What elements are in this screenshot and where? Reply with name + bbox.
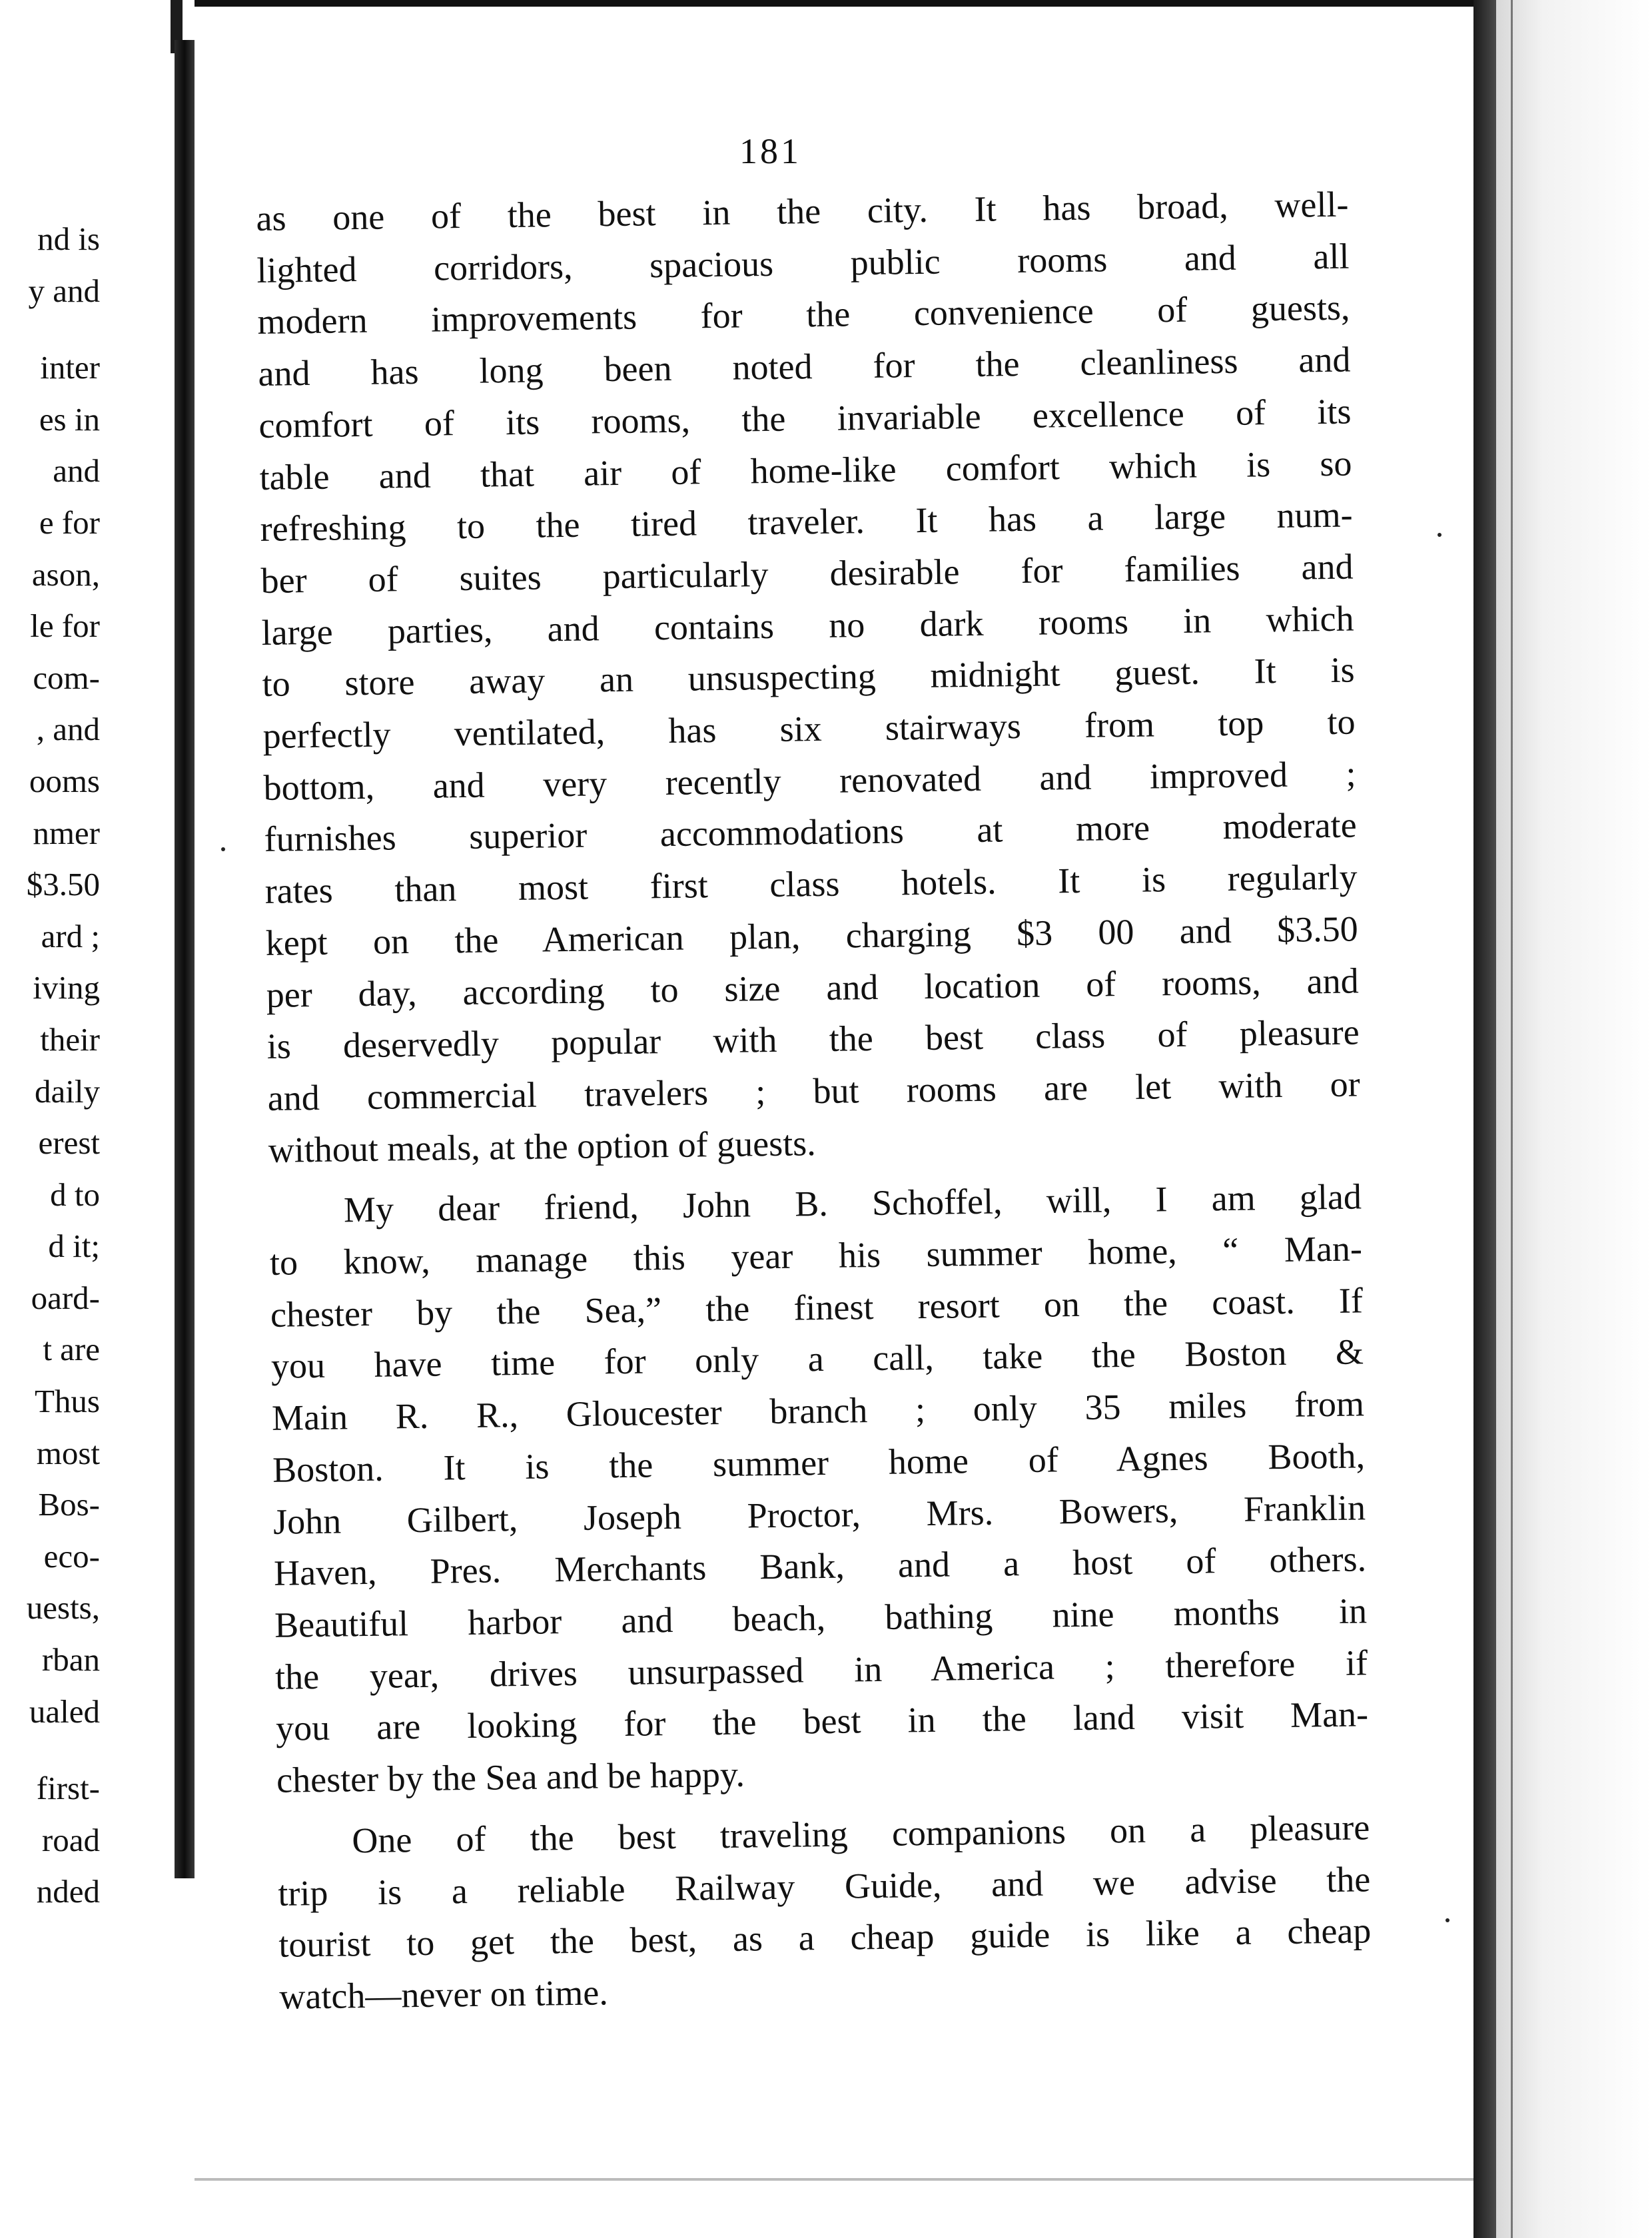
text-line: Beautiful harbor and beach, bathing nine months in xyxy=(274,1591,1368,1645)
text-line: watch—never on time. xyxy=(279,1972,609,2017)
text-line: Boston. It is the summer home of Agnes Booth, xyxy=(272,1435,1366,1490)
text-line: bottom, and very recently renovated and improved ; xyxy=(263,753,1356,808)
page-top-edge xyxy=(195,0,1480,7)
left-fragment-line: d it; xyxy=(48,1228,100,1265)
speck-mark xyxy=(1446,1918,1449,1922)
left-fragment-line: inter xyxy=(40,349,100,386)
left-fragment-line: rban xyxy=(41,1641,100,1678)
text-line: table and that air of home-like comfort which is so xyxy=(259,443,1352,498)
text-line: One of the best traveling companions on a pleasure xyxy=(351,1807,1370,1861)
left-fragment-line: $3.50 xyxy=(26,866,100,903)
text-line: and has long been noted for the cleanliness and xyxy=(258,339,1351,394)
left-fragment-line: most xyxy=(36,1434,100,1471)
text-line: per day, according to size and location of rooms, and xyxy=(266,960,1360,1015)
left-fragment-line: nmer xyxy=(33,814,100,851)
left-fragment-line: and xyxy=(53,452,100,490)
page-body-text xyxy=(256,179,1372,2024)
background-strip xyxy=(1496,0,1652,2238)
left-fragment-line: d to xyxy=(50,1176,100,1213)
text-line: trip is a reliable Railway Guide, and we advise the xyxy=(278,1858,1371,1914)
left-fragment-line xyxy=(0,1737,100,1762)
left-fragment-line: nd is xyxy=(37,220,100,257)
text-line: chester by the Sea,” the finest resort on the coast. If xyxy=(270,1280,1364,1335)
left-fragment-line: oard- xyxy=(31,1279,100,1316)
left-fragment-line: road xyxy=(41,1821,100,1858)
text-line: to know, manage this year his summer home, “ Man- xyxy=(269,1228,1363,1283)
text-line: you have time for only a call, take the Boston & xyxy=(270,1331,1364,1387)
text-line: you are looking for the best in the land visit Man- xyxy=(275,1694,1369,1749)
text-line: refreshing to the tired traveler. It has a large num- xyxy=(260,494,1353,550)
left-fragment-line: uests, xyxy=(26,1589,100,1627)
paragraph xyxy=(256,179,1361,1177)
left-fragment-line: erest xyxy=(38,1124,100,1162)
text-line: lighted corridors, spacious public rooms and all xyxy=(256,236,1350,290)
left-fragment-line: e for xyxy=(39,504,100,541)
left-fragment-line: es in xyxy=(39,400,100,438)
left-fragment-line: first- xyxy=(36,1770,100,1807)
left-fragment-line: their xyxy=(40,1020,100,1058)
text-line: Haven, Pres. Merchants Bank, and a host of others. xyxy=(273,1539,1367,1594)
text-line: is deservedly popular with the best class of pleasure xyxy=(266,1012,1360,1067)
text-line: John Gilbert, Joseph Proctor, Mrs. Bowers, Franklin xyxy=(272,1487,1366,1542)
text-line: modern improvements for the convenience of guests, xyxy=(257,287,1350,342)
left-fragment-line: eco- xyxy=(43,1537,100,1575)
text-line: Main R. R., Gloucester branch ; only 35 miles from xyxy=(271,1383,1365,1439)
text-line: large parties, and contains no dark rooms in which xyxy=(261,598,1354,653)
text-line: perfectly ventilated, has six stairways from top to xyxy=(262,701,1356,756)
text-line: chester by the Sea and be happy. xyxy=(276,1754,745,1800)
page-right-edge xyxy=(1473,0,1496,2238)
left-fragment-line: , and xyxy=(36,711,100,748)
left-page-fragment xyxy=(0,213,100,1918)
left-fragment-line: y and xyxy=(28,272,100,309)
speck-mark xyxy=(221,847,225,851)
page-number: 181 xyxy=(739,131,801,171)
page-bottom-shadow xyxy=(195,2178,1473,2181)
left-fragment-line: ooms xyxy=(29,762,100,799)
text-line: My dear friend, John B. Schoffel, will, I am glad xyxy=(343,1176,1362,1230)
left-fragment-line: t are xyxy=(43,1331,100,1368)
text-line: the year, drives unsurpassed in America ; therefore if xyxy=(274,1643,1368,1697)
left-fragment-line: ualed xyxy=(29,1692,100,1730)
left-fragment-line: com- xyxy=(33,659,100,696)
left-fragment-line: daily xyxy=(35,1072,100,1110)
left-fragment-line: Thus xyxy=(35,1383,100,1420)
text-line: without meals, at the option of guests. xyxy=(268,1122,817,1170)
text-line: ber of suites particularly desirable for families and xyxy=(260,546,1354,601)
left-fragment-line: Bos- xyxy=(38,1486,100,1523)
left-fragment-line: iving xyxy=(33,969,100,1006)
left-fragment-line: nded xyxy=(36,1873,100,1910)
background-line xyxy=(1511,0,1513,2238)
paragraph xyxy=(277,1802,1372,2023)
left-fragment-line: ason, xyxy=(31,556,100,593)
paragraph xyxy=(269,1172,1370,1807)
text-line: furnishes superior accommodations at more moderate xyxy=(264,805,1357,860)
text-line: as one of the best in the city. It has broad, well- xyxy=(256,184,1349,238)
text-line: tourist to get the best, as a cheap guide is like a cheap xyxy=(278,1910,1372,1965)
left-fragment-line: le for xyxy=(30,607,100,645)
left-fragment-line xyxy=(0,316,100,342)
text-line: rates than most first class hotels. It is regularly xyxy=(264,857,1358,912)
text-line: to store away an unsuspecting midnight guest. It is xyxy=(262,649,1355,705)
speck-mark xyxy=(1438,533,1442,537)
text-line: and commercial travelers ; but rooms are let with or xyxy=(267,1064,1361,1118)
left-fragment-line: ard ; xyxy=(41,917,100,954)
text-line: comfort of its rooms, the invariable excellence of its xyxy=(258,391,1352,446)
page-gutter xyxy=(175,40,195,1878)
text-line: kept on the American plan, charging $3 00 and $3.50 xyxy=(265,909,1358,963)
